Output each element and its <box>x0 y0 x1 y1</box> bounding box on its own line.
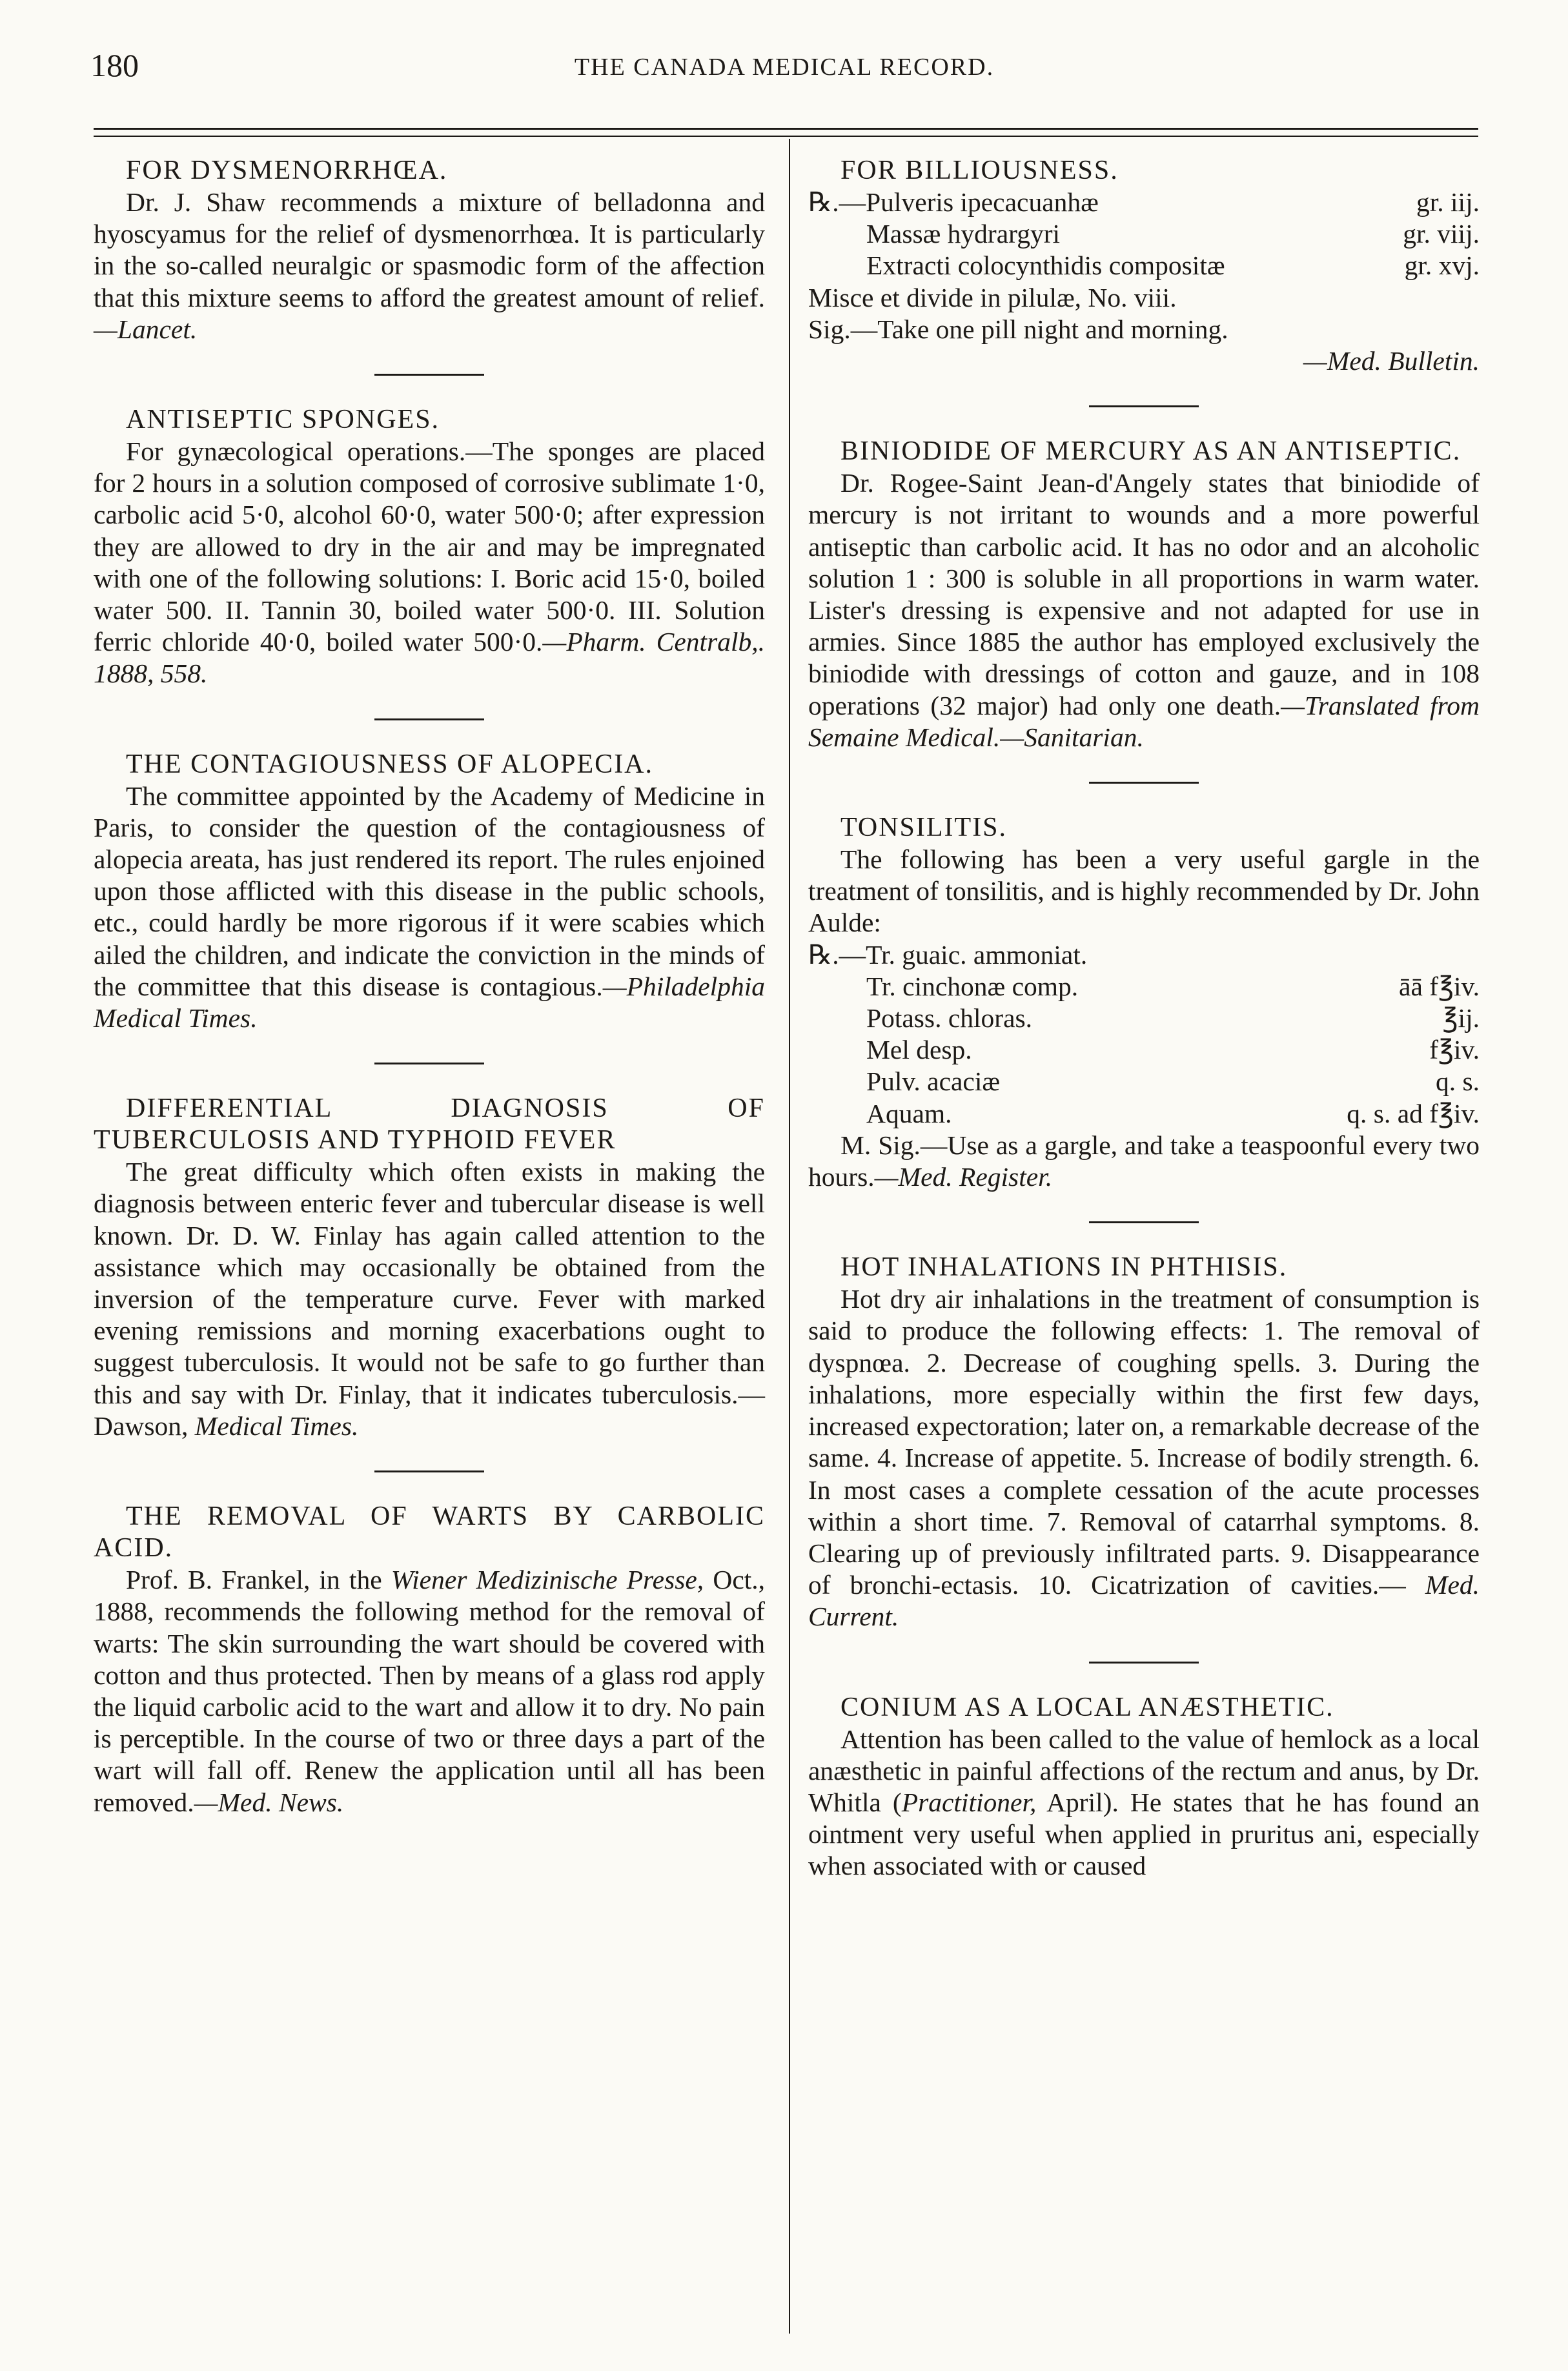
prescription-instruction: Misce et divide in pilulæ, No. viii. <box>808 282 1177 312</box>
prescription-signa: M. Sig.—Use as a gargle, and take a teaspoonful every two hours.—Med. Register. <box>808 1130 1480 1192</box>
article-source: —Med. Register. <box>874 1162 1053 1192</box>
section-separator <box>374 1470 484 1472</box>
article-source: Med. Current. <box>808 1570 1480 1632</box>
prescription-line: Massæ hydrargyri gr. viij. <box>866 219 1480 249</box>
article-differential-diagnosis <box>94 1093 765 1442</box>
article-body: The great difficulty which often exists in making the diagnosis between enteric fever and tubercular disease is well known. Dr. D. W. Finlay has again called attention to the assistance which may occasionally be obtained from the inversion of the temperature curve. Fever with marked evening remissions and morning exacerbations ought to suggest tuberculosis. It would not be safe to go further than this and say with Dr. Finlay, that it indicates tuberculosis.—Dawson, Medical Times. <box>94 1157 765 1441</box>
article-biniodide <box>808 436 1480 753</box>
article-tonsilitis <box>808 812 1480 1193</box>
article-title: THE CONTAGIOUSNESS OF ALOPECIA. <box>126 749 654 779</box>
section-separator <box>1089 782 1199 784</box>
article-body: Attention has been called to the value of hemlock as a local anæsthetic in painful affections of the rectum and anus, by Dr. Whitla (Practitioner, April). He states that he has found an ointment very useful when applied in pruritus ani, especially when associated with or caused <box>808 1724 1480 1881</box>
article-source: —Med. Bulletin. <box>1303 346 1480 376</box>
article-source: Medical Times. <box>194 1410 359 1441</box>
article-title: CONIUM AS A LOCAL ANÆSTHETIC. <box>840 1692 1334 1722</box>
article-title: FOR BILLIOUSNESS. <box>840 156 1119 185</box>
article-title: BINIODIDE OF MERCURY AS AN ANTISEPTIC. <box>840 436 1461 467</box>
article-source: —Lancet. <box>94 314 198 344</box>
article-title: FOR DYSMENORRHŒA. <box>126 156 448 185</box>
section-separator <box>374 1063 484 1064</box>
journal-title: THE CANADA MEDICAL RECORD. <box>574 54 995 81</box>
section-separator <box>1089 1221 1199 1223</box>
article-body: The following has been a very useful gargle in the treatment of tonsilitis, and is highly recommended by Dr. John Aulde: <box>808 844 1480 938</box>
header-rule-bottom <box>94 136 1478 137</box>
article-body: Prof. B. Frankel, in the Wiener Medizinische Presse, Oct., 1888, recommends the following method for the removal of warts: The skin surrounding the wart should be covered with cotton and thus protected. Then by means of a glass rod apply the liquid carbolic acid to the wart and allow it to dry. No pain is perceptible. In the course of two or three days a part of the wart will fall off. Renew the application until all has been removed.—Med. News. <box>94 1565 766 1817</box>
prescription-line: Tr. cinchonæ comp. āā f℥iv. <box>866 971 1480 1001</box>
section-separator <box>374 374 484 376</box>
article-body: For gynæcological operations.—The sponges are placed for 2 hours in a solution composed of corrosive sublimate 1·0, carbolic acid 5·0, alcohol 60·0, water 500·0; after expression they are allowed to dry in the air and may be impregnated with one of the following solutions: I. Boric acid 15·0, boiled water 500. II. Tannin 30, boiled water 500·0. III. Solution ferric chloride 40·0, boiled water 500·0.—Pharm. Centralb,. 1888, 558. <box>94 436 765 689</box>
article-dysmenorrhoea <box>94 155 765 345</box>
journal-name: Wiener Medizinische Presse, <box>391 1565 704 1595</box>
running-header <box>90 46 1478 98</box>
header-rule-top <box>94 128 1478 130</box>
article-body: The committee appointed by the Academy of Medicine in Paris, to consider the question of the contagiousness of alopecia areata, has just rendered its report. The rules enjoined upon those afflicted with this disease in the public schools, etc., could hardly be more rigorous if it were scabies which ailed the children, and indicate the conviction in the minds of the committee that this disease is contagious.—Philadelphia Medical Times. <box>94 780 765 1033</box>
article-hot-inhalations <box>808 1252 1480 1633</box>
prescription-line: ℞.—Tr. guaic. ammoniat. <box>808 939 1088 970</box>
journal-name: Practitioner, <box>901 1787 1037 1817</box>
left-column <box>94 155 765 1818</box>
section-separator <box>1089 405 1199 407</box>
article-removal-of-warts <box>94 1501 765 1818</box>
article-title: HOT INHALATIONS IN PHTHISIS. <box>840 1252 1288 1283</box>
prescription-line: Pulv. acaciæ q. s. <box>866 1066 1480 1097</box>
prescription-line: Aquam. q. s. ad f℥iv. <box>866 1098 1480 1128</box>
column-divider <box>789 139 790 2334</box>
prescription-line: Extracti colocynthidis compositæ gr. xvj. <box>866 250 1480 281</box>
prescription-line: Potass. chloras. ℥ij. <box>866 1003 1480 1033</box>
article-source: —Translated from Semaine Medical.—Sanitarian. <box>808 690 1480 752</box>
article-title: THE REMOVAL OF WARTS BY CARBOLIC ACID. <box>94 1501 765 1563</box>
article-source: —Med. News. <box>194 1787 344 1817</box>
article-title: ANTISEPTIC SPONGES. <box>126 405 440 435</box>
article-body: Hot dry air inhalations in the treatment of consumption is said to produce the following effects: 1. The removal of dyspnœa. 2. Decrease of coughing spells. 3. During the inhalations, more especially within the first few days, increased expectoration; later on, a remarkable decrease of the same. 4. Increase of appetite. 5. Increase of bodily strength. 6. In most cases a complete cessation of the acute processes within a short time. 7. Removal of catarrhal symptoms. 8. Clearing up of previously infiltrated parts. 9. Disappearance of bronchi-ectasis. 10. Cicatrization of cavities.— Med. Current. <box>808 1284 1480 1632</box>
article-body: Dr. J. Shaw recommends a mixture of belladonna and hyoscyamus for the relief of dysmenorrhœa. It is particularly in the so-called neuralgic or spasmodic form of the affection that this mixture seems to afford the greatest amount of relief.—Lancet. <box>94 187 765 344</box>
prescription-signa: Sig.—Take one pill night and morning. <box>808 314 1228 344</box>
article-source: —Pharm. Centralb,. 1888, 558. <box>94 627 765 689</box>
article-source: —Philadelphia Medical Times. <box>94 971 765 1033</box>
prescription-line: ℞.—Pulveris ipecacuanhæ gr. iij. <box>808 187 1480 217</box>
prescription-line: Mel desp. f℥iv. <box>866 1035 1480 1065</box>
article-title: TONSILITIS. <box>840 813 1008 843</box>
article-conium <box>808 1692 1480 1882</box>
section-separator <box>374 718 484 720</box>
page-number: 180 <box>90 47 139 83</box>
article-billiousness <box>808 155 1480 377</box>
article-antiseptic-sponges <box>94 404 765 690</box>
article-title: DIFFERENTIAL DIAGNOSIS OF TUBERCULOSIS AND TYPHOID FEVER <box>94 1094 765 1155</box>
right-column <box>808 155 1480 1882</box>
section-separator <box>1089 1662 1199 1664</box>
article-body: Dr. Rogee-Saint Jean-d'Angely states that biniodide of mercury is not irritant to wounds and a more powerful antiseptic than carbolic acid. It has no odor and an alcoholic solution 1 : 300 is soluble in all proportions in warm water. Lister's dressing is expensive and not adapted for use in armies. Since 1885 the author has employed exclusively the biniodide with dressings of cotton and gauze, and in 108 operations (32 major) had only one death.—Translated from Semaine Medical.—Sanitarian. <box>808 468 1480 752</box>
article-alopecia <box>94 749 765 1035</box>
